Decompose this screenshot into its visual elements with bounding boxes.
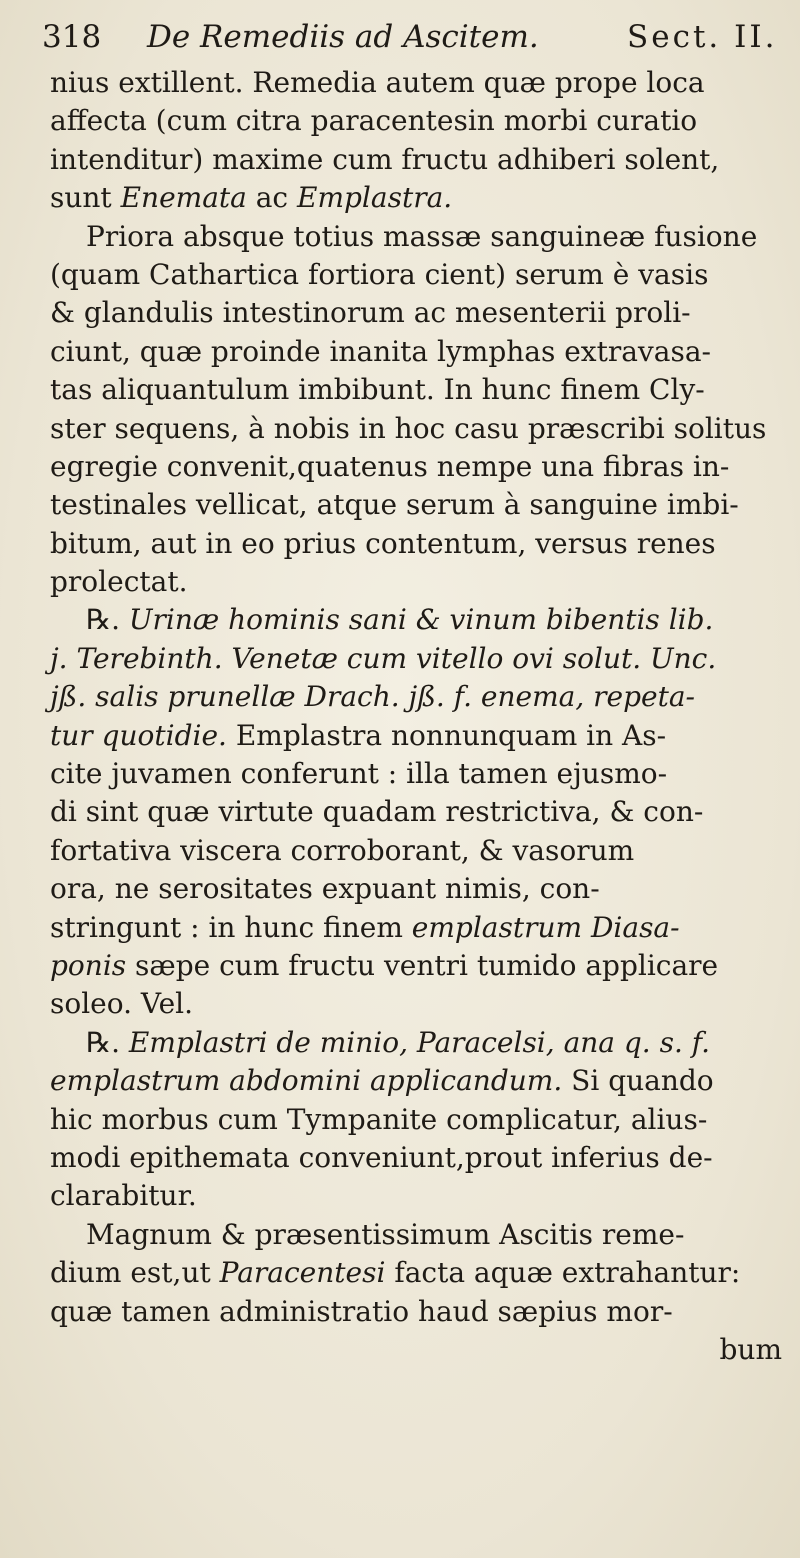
italic-segment: jß. salis prunellæ Drach. jß. f. enema, repeta- (50, 680, 695, 714)
text-line (50, 1139, 790, 1177)
text-line (50, 448, 790, 486)
text-line (50, 102, 790, 140)
text-line (50, 371, 790, 409)
text-line (50, 1024, 790, 1062)
text-segment: di sint quæ virtute quadam restrictiva, & con- (50, 795, 704, 829)
italic-segment: Paracentesi (219, 1256, 386, 1290)
text-segment: (quam Cathartica fortiora cient) serum è vasis (50, 257, 709, 291)
text-line (50, 563, 790, 601)
text-segment: nius extillent. Remedia autem quæ prope loca (50, 66, 705, 99)
text-line (50, 141, 790, 179)
text-segment: egregie convenit,quatenus nempe una fibras in- (50, 449, 730, 483)
text-segment: Magnum & præsentissimum Ascitis reme- (86, 1217, 685, 1251)
text-segment: dium est,ut (50, 1256, 220, 1290)
italic-segment: Urinæ hominis sani & vinum bibentis lib. (128, 603, 714, 637)
text-segment: prolectat. (50, 565, 188, 599)
text-segment: ℞. (86, 1025, 129, 1059)
italic-segment: Enemata (120, 181, 247, 215)
text-line (50, 64, 790, 102)
page-header (42, 14, 790, 60)
text-segment: ac (246, 181, 298, 215)
italic-segment: tur quotidie. (50, 718, 227, 752)
text-line (50, 640, 790, 678)
text-segment: bum (719, 1332, 782, 1366)
text-segment: sæpe cum fructu ventri tumido applicare (126, 948, 719, 982)
text-segment: clarabitur. (50, 1179, 197, 1213)
text-line (50, 410, 790, 448)
text-line (50, 1254, 790, 1292)
text-segment: Emplastra nonnunquam in As- (226, 718, 667, 752)
text-line (50, 985, 790, 1023)
text-line (50, 1293, 790, 1331)
text-line (50, 525, 790, 563)
text-line (50, 717, 790, 755)
text-segment: hic morbus cum Tympanite complicatur, alius- (50, 1102, 708, 1136)
text-segment: facta aquæ extrahantur: (385, 1256, 741, 1290)
text-line (50, 1062, 790, 1100)
text-line (50, 179, 790, 217)
text-line (50, 1177, 790, 1215)
text-line (50, 256, 790, 294)
text-line (50, 870, 790, 908)
text-segment: quæ tamen administratio haud sæpius mor- (50, 1294, 673, 1328)
italic-segment: j. Terebinth. Venetæ cum vitello ovi solut. Unc. (50, 641, 717, 675)
page-number: 318 (42, 19, 102, 55)
text-segment: bitum, aut in eo prius contentum, versus renes (50, 526, 716, 560)
italic-segment: ponis (50, 948, 127, 982)
text-segment: tas aliquantulum imbibunt. In hunc finem Cly- (50, 373, 705, 407)
text-line (50, 1101, 790, 1139)
text-segment: ora, ne serositates expuant nimis, con- (50, 872, 600, 906)
text-segment: ciunt, quæ proinde inanita lymphas extravasa- (50, 334, 711, 368)
italic-segment: emplastrum abdomini applicandum. (50, 1064, 563, 1098)
text-line (50, 333, 790, 371)
text-segment: Si quando (562, 1064, 714, 1098)
text-line (50, 218, 790, 256)
section-label: Sect. II. (627, 19, 778, 55)
text-segment: sunt (50, 181, 121, 215)
text-line (50, 486, 790, 524)
text-line (50, 601, 790, 639)
text-segment: soleo. Vel. (50, 987, 193, 1021)
italic-segment: Emplastra. (297, 181, 453, 215)
text-segment: ster sequens, à nobis in hoc casu præscribi solitus (50, 411, 767, 445)
text-line (50, 947, 790, 985)
text-segment: ℞. (86, 603, 129, 637)
text-line (50, 678, 790, 716)
text-segment: stringunt : in hunc finem (50, 910, 412, 944)
text-line (50, 1331, 790, 1369)
running-title: De Remediis ad Ascitem. (147, 19, 539, 55)
text-segment: modi epithemata conveniunt,prout inferius de- (50, 1140, 713, 1174)
text-segment: affecta (cum citra paracentesin morbi curatio (50, 104, 698, 138)
body-text (50, 64, 790, 1369)
text-line (50, 755, 790, 793)
italic-segment: Emplastri de minio, Paracelsi, ana q. s. f. (128, 1025, 711, 1059)
text-line (50, 832, 790, 870)
text-line (50, 793, 790, 831)
text-segment: intenditur) maxime cum fructu adhiberi solent, (50, 142, 720, 176)
italic-segment: emplastrum Diasa- (411, 910, 680, 944)
text-segment: testinales vellicat, atque serum à sanguine imbi- (50, 488, 739, 522)
text-line (50, 1216, 790, 1254)
text-segment: & glandulis intestinorum ac mesenterii proli- (50, 296, 691, 330)
text-segment: Priora absque totius massæ sanguineæ fusione (86, 219, 758, 253)
text-segment: cite juvamen conferunt : illa tamen ejusmo- (50, 757, 668, 791)
text-line (50, 294, 790, 332)
text-segment: fortativa viscera corroborant, & vasorum (50, 833, 635, 867)
text-line (50, 909, 790, 947)
